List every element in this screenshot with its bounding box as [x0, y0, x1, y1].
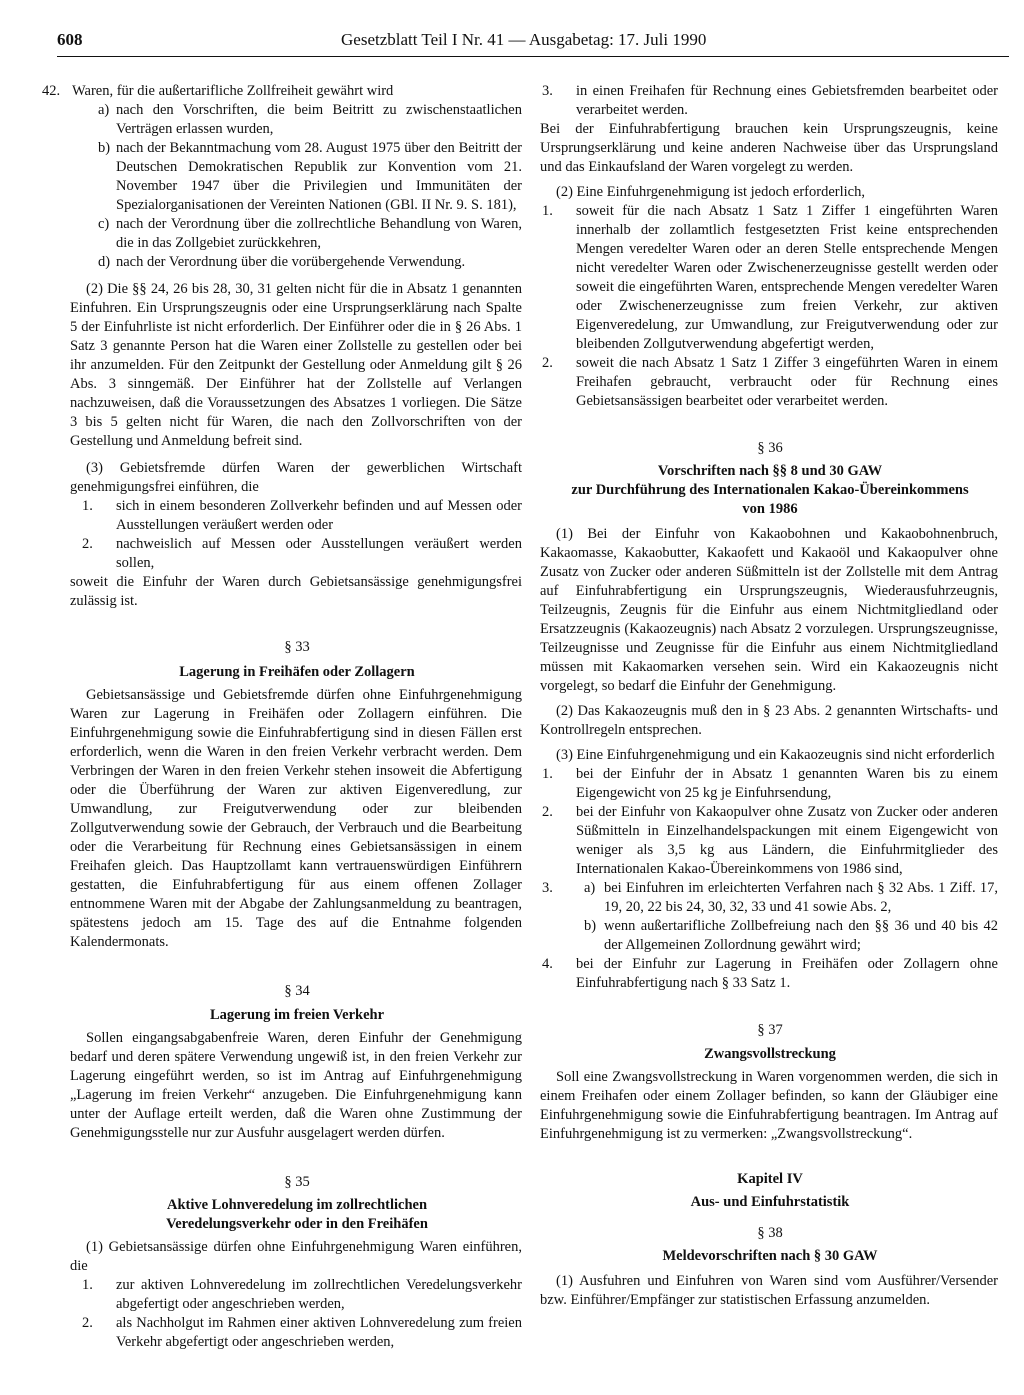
s35-paragraph-2-intro: (2) Eine Einfuhrgenehmigung ist jedoch erforderlich, — [556, 184, 865, 200]
page-number: 608 — [57, 30, 83, 49]
s36-p3-item-1-text: bei der Einfuhr der in Absatz 1 genannten Waren bis zu einem Eigengewicht von 25 kg je Einfuhrsendung, — [576, 766, 998, 801]
s36-title-line-3: von 1986 — [742, 501, 798, 517]
s32-p3-item-2 — [70, 535, 522, 573]
s32-p3-item-1-mark: 1. — [82, 498, 93, 514]
s35-ursprung-paragraph: Bei der Einfuhrabfertigung brauchen kein Ursprungszeugnis, keine Ursprungserklärung und keine anderen Nachweise über das Ursprungsland und das Einkaufsland der Waren vorgelegt zu werden. — [540, 121, 998, 175]
s36-paragraph-2: (2) Das Kakaozeugnis muß den in § 23 Abs. 2 genannten Wirtschafts- und Kontrollregeln entsprechen. — [540, 703, 998, 738]
chapter-title: Aus- und Einfuhrstatistik — [690, 1194, 850, 1210]
s35-number: § 35 — [284, 1174, 310, 1190]
left-column — [42, 82, 522, 1352]
s36-p3-item-4-mark: 4. — [542, 956, 553, 972]
s37-text: Soll eine Zwangsvollstreckung in Waren vorgenommen werden, die sich in einem Freihafen oder einem Zollager befinden, so kann der Gläubiger eine Einfuhrgenehmigung sowie die Einfuhrabfertigung beantragen. Im Antrag auf Einfuhrgenehmigung ist zu vermerken: „Zwangsvollstreckung“. — [540, 1069, 998, 1142]
item-42-c — [70, 215, 522, 253]
s35-p2-item-1-text: soweit für die nach Absatz 1 Satz 1 Ziffer 1 eingeführten Waren innerhalb der zollamtlich festgesetzten Frist keine entsprechenden Mengen veredelter Waren oder an deren Stelle entsprechende Mengen nicht veredelter Waren oder Zwischenerzeugnisse gestellt werden oder soweit die eingeführten Waren, entsprechende Mengen veredelter Waren oder Zwischenerzeugnisse zum freien Verkehr, zur aktiven Eigenveredelung, zur Umwandlung, zur Freigutverwendung oder zur bleibenden Zollgutverwendung abgefertigt werden, — [576, 203, 998, 352]
s36-p3-item-3b-mark: b) — [584, 918, 597, 934]
item-42-a — [70, 101, 522, 139]
s36-title-line-1: Vorschriften nach §§ 8 und 30 GAW — [657, 463, 883, 479]
s35-p2-item-2 — [530, 354, 998, 411]
item-42-d-text: nach der Verordnung über die vorübergehende Verwendung. — [116, 254, 466, 270]
s35-item-3-text: in einen Freihafen für Rechnung eines Gebietsfremden bearbeitet oder verarbeitet werden. — [576, 83, 998, 118]
item-42-d — [70, 253, 522, 272]
s36-p3-item-2-text: bei der Einfuhr von Kakaopulver ohne Zusatz von Zucker oder anderen Süßmitteln in Einzelhandelspackungen mit einem Eigengewicht von weniger als 3,5 kg aus Ländern, die Einfuhrmitglieder des Internationalen Kakao-Übereinkommens von 1986 sind, — [576, 804, 998, 877]
chapter-number: Kapitel IV — [737, 1171, 803, 1187]
s36-p3-item-3a — [530, 879, 998, 917]
s36-p3-item-3b-text: wenn außertarifliche Zollbefreiung nach den §§ 36 und 40 bis 42 der Allgemeinen Zollordnung gewährt wird; — [604, 918, 998, 953]
s32-p3-item-2-text: nachweislich auf Messen oder Ausstellungen veräußert werden sollen, — [116, 536, 522, 571]
s32-paragraph-3-tail: soweit die Einfuhr der Waren durch Gebietsansässige genehmigungsfrei zulässig ist. — [70, 574, 522, 609]
item-42-b-mark: b) — [98, 140, 111, 156]
s33-text: Gebietsansässige und Gebietsfremde dürfen ohne Einfuhrgenehmigung Waren zur Lagerung in Freihäfen oder Zollagern einführen. Die Einfuhrgenehmigung sowie die Einfuhrabfertigung sind in diesen Fällen erst erforderlich, wenn die Waren in den freien Verkehr verbracht werden. Dem Verbringen der Waren in den freien Verkehr stehen insoweit die Abfertigung oder die Überführung der Waren zur aktiven Eigenveredlung, zur Umwandlung, zur Freigutverwendung oder zur bleibenden Zollgutverwendung sowie der Gebrauch, der Verbrauch und die Bearbeitung oder die Verarbeitung für Rechnung eines Gebietsansässigen in einem Freihafen gleich. Das Hauptzollamt kann vertrauenswürdigen Einführern gestatten, die Einfuhrabfertigung für aus einem offenen Zollager entnommene Waren mit der Abgabe der Zahlungsanmeldung zu beantragen, spätestens jedoch am 15. Tage des auf die Entnahme folgenden Kalendermonats. — [70, 687, 522, 950]
right-column — [542, 82, 998, 1310]
running-title: Gesetzblatt Teil I Nr. 41 — Ausgabetag: 17. Juli 1990 — [341, 30, 707, 49]
s38-title: Meldevorschriften nach § 30 GAW — [662, 1248, 878, 1264]
s36-p3-item-3-mark: 3. — [542, 880, 553, 896]
s36-p3-item-4-text: bei der Einfuhr zur Lagerung in Freihäfen oder Zollagern ohne Einfuhrabfertigung nach § 33 Satz 1. — [576, 956, 998, 991]
s35-item-2-mark: 2. — [82, 1315, 93, 1331]
s36-title-line-2: zur Durchführung des Internationalen Kakao-Übereinkommens — [571, 482, 969, 498]
s35-p2-item-2-text: soweit die nach Absatz 1 Satz 1 Ziffer 3 eingeführten Waren in einem Freihafen gebraucht, verbraucht oder für Rechnung eines Gebietsansässigen bearbeitet oder verarbeitet werden. — [576, 355, 998, 409]
s35-item-1-text: zur aktiven Lohnveredelung im zollrechtlichen Veredelungsverkehr abgefertigt oder angeschrieben werden, — [116, 1277, 522, 1312]
item-42-number: 42. — [42, 83, 61, 99]
item-42-c-mark: c) — [98, 216, 110, 232]
s32-p3-item-1-text: sich in einem besonderen Zollverkehr befinden und auf Messen oder Ausstellungen veräußert werden oder — [116, 498, 522, 533]
item-42-d-mark: d) — [98, 254, 111, 270]
item-42-b-text: nach der Bekanntmachung vom 28. August 1975 über den Beitritt der Deutschen Demokratischen Republik zur Konvention vom 21. November 1947 über die Privilegien und Immunitäten der Spezialorganisationen der Vereinten Nationen (GBl. II Nr. 9. S. 181), — [116, 140, 522, 213]
s35-p2-item-1 — [530, 202, 998, 354]
s36-number: § 36 — [757, 440, 783, 456]
s35-p2-item-2-mark: 2. — [542, 355, 553, 371]
item-42-b — [70, 139, 522, 215]
s35-title-line-1: Aktive Lohnveredelung im zollrechtlichen — [166, 1197, 428, 1213]
s36-p3-item-1 — [530, 765, 998, 803]
s35-paragraph-1-intro: (1) Gebietsansässige dürfen ohne Einfuhrgenehmigung Waren einführen, die — [70, 1239, 522, 1274]
s32-paragraph-2: (2) Die §§ 24, 26 bis 28, 30, 31 gelten nicht für die in Absatz 1 genannten Einfuhren. Ein Ursprungszeugnis oder eine Ursprungserklärung nach Spalte 5 der Einfuhrliste ist nicht erforderlich. Der Einführer oder die in § 26 Abs. 1 Satz 3 genannte Person hat die Waren einer Zollstelle zu gestellen oder bei ihr anzumelden. Für den Zeitpunkt der Gestellung oder Anmeldung gilt § 26 Abs. 3 sinngemäß. Der Einführer hat der Zollstelle auf Verlangen nachzuweisen, daß die Voraussetzungen des Absatzes 1 vorliegen. Die Sätze 3 bis 5 gelten nicht für Waren, die nach den Zollvorschriften von der Gestellung und Anmeldung befreit sind. — [70, 281, 522, 449]
item-42 — [42, 82, 522, 101]
item-42-a-mark: a) — [98, 102, 110, 118]
s33-number: § 33 — [284, 639, 310, 655]
s37-number: § 37 — [757, 1022, 783, 1038]
item-42-text: Waren, für die außertarifliche Zollfreiheit gewährt wird — [72, 83, 394, 99]
s35-item-2 — [70, 1314, 522, 1352]
s36-p3-item-3a-text: bei Einfuhren im erleichterten Verfahren nach § 32 Abs. 1 Ziff. 17, 19, 20, 22 bis 24, 30, 32, 33 und 41 sowie Abs. 2, — [604, 880, 998, 915]
page-header — [57, 30, 1009, 57]
s35-item-1-mark: 1. — [82, 1277, 93, 1293]
s38-number: § 38 — [757, 1225, 783, 1241]
s33-title: Lagerung in Freihäfen oder Zollagern — [179, 664, 415, 680]
s36-p3-item-4 — [530, 955, 998, 993]
s34-title: Lagerung im freien Verkehr — [209, 1007, 385, 1023]
s36-paragraph-1: (1) Bei der Einfuhr von Kakaobohnen und Kakaobohnenbruch, Kakaomasse, Kakaobutter, Kakaofett und Kakaoöl und Kakaopulver ohne Zusatz von Zucker oder anderen Süßmitteln ist der Zollstelle mit dem Antrag auf Einfuhrabfertigung ein Ursprungszeugnis, Wiederausfuhrzeugnis, Teilzeugnis, Zeugnis für die Einfuhr aus einem Nichtmitgliedland oder Ersatzzeugnis (Kakaozeugnis) nach Absatz 2 vorzulegen. Ursprungszeugnisse, Teilzeugnisse und Zeugnisse für die Einfuhr aus einem Nichtmitgliedland müssen mit Kakaomarken versehen sein. Wird ein Kakaozeugnis nicht vorgelegt, so bedarf die Einfuhr der Genehmigung. — [540, 526, 998, 694]
s38-text: (1) Ausfuhren und Einfuhren von Waren sind vom Ausführer/Versender bzw. Einführer/Empfänger zur statistischen Erfassung anzumelden. — [540, 1273, 998, 1308]
s36-p3-item-3a-mark: a) — [584, 880, 596, 896]
item-42-c-text: nach der Verordnung über die zollrechtliche Behandlung von Waren, die in das Zollgebiet zurückkehren, — [116, 216, 522, 251]
s32-p3-item-2-mark: 2. — [82, 536, 93, 552]
s36-p3-item-2-mark: 2. — [542, 804, 553, 820]
s36-p3-item-2 — [530, 803, 998, 879]
s35-title-line-2: Veredelungsverkehr oder in den Freihäfen — [166, 1216, 428, 1232]
s35-item-1 — [70, 1276, 522, 1314]
s34-number: § 34 — [284, 983, 310, 999]
s36-p3-item-1-mark: 1. — [542, 766, 553, 782]
s34-text: Sollen eingangsabgabenfreie Waren, deren Einfuhr der Genehmigung bedarf und deren spätere Verwendung ungewiß ist, in den freien Verkehr zur Lagerung eingeführt werden, so ist im Antrag auf Einfuhrgenehmigung „Lagerung im freien Verkehr“ anzugeben. Die Einfuhrgenehmigung kann unter der Auflage erteilt werden, daß die Waren ohne Zustimmung der Genehmigungsstelle nur zur Ausfuhr ausgelagert werden dürfen. — [70, 1030, 522, 1141]
s36-paragraph-3-intro: (3) Eine Einfuhrgenehmigung und ein Kakaozeugnis sind nicht erforderlich — [556, 747, 995, 763]
s35-item-3 — [530, 82, 998, 120]
s35-p2-item-1-mark: 1. — [542, 203, 553, 219]
s37-title: Zwangsvollstreckung — [704, 1046, 836, 1062]
s32-p3-item-1 — [70, 497, 522, 535]
s35-item-2-text: als Nachholgut im Rahmen einer aktiven Lohnveredelung zum freien Verkehr abgefertigt oder angeschrieben werden, — [116, 1315, 522, 1350]
s36-p3-item-3b — [530, 917, 998, 955]
s35-item-3-mark: 3. — [542, 83, 553, 99]
item-42-a-text: nach den Vorschriften, die beim Beitritt zu zwischenstaatlichen Verträgen erlassen wurden, — [116, 102, 522, 137]
s32-paragraph-3-intro: (3) Gebietsfremde dürfen Waren der gewerblichen Wirtschaft genehmigungsfrei einführen, die — [70, 460, 522, 495]
